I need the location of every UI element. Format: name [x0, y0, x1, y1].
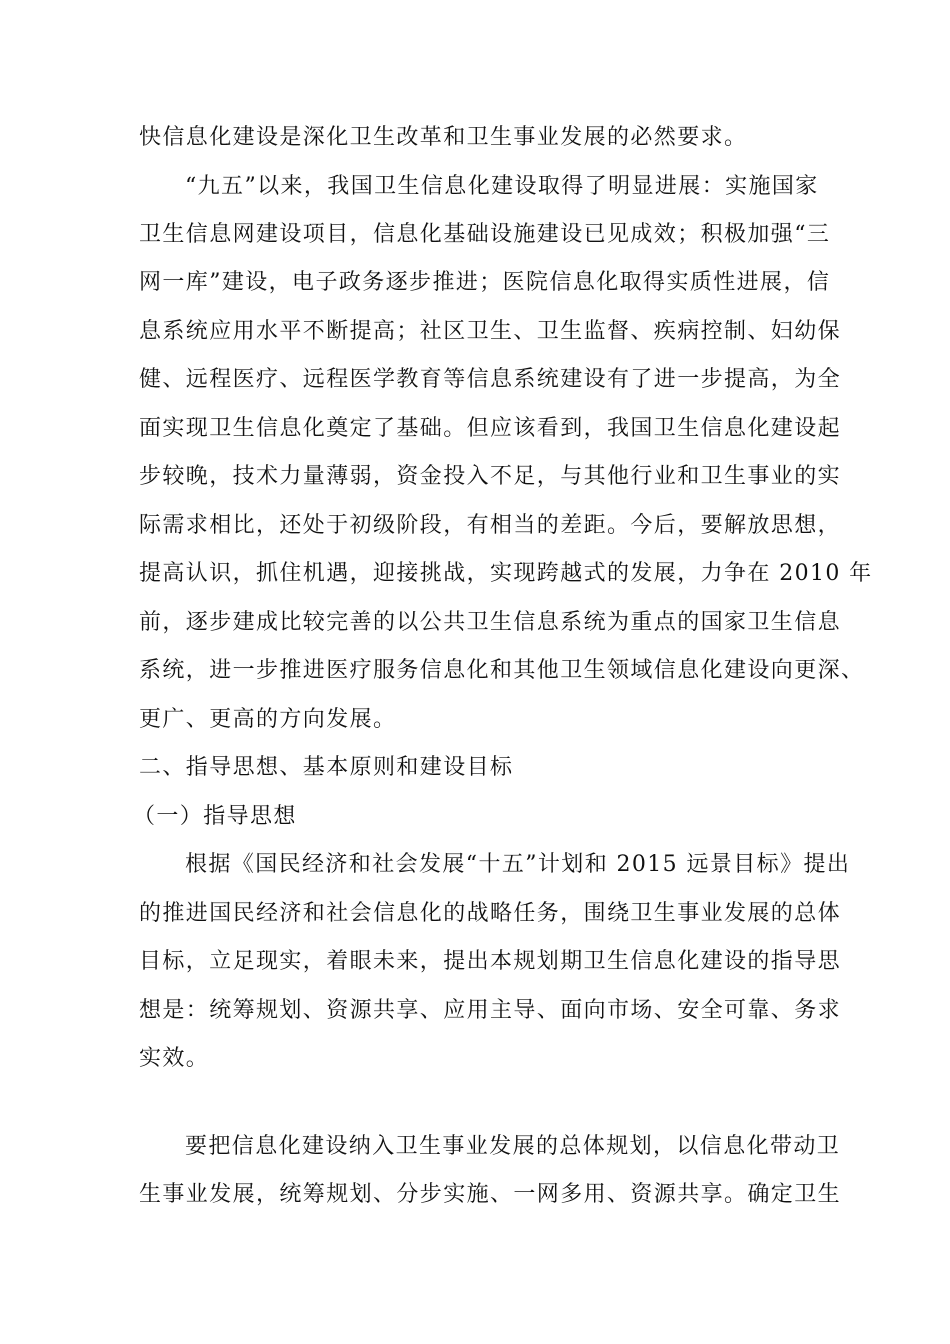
paragraph-start-line: “九五”以来，我国卫生信息化建设取得了明显进展：实施国家	[185, 174, 819, 199]
text-line: 息系统应用水平不断提高；社区卫生、卫生监督、疾病控制、妇幼保	[139, 319, 842, 344]
text-line: 快信息化建设是深化卫生改革和卫生事业发展的必然要求。	[139, 125, 748, 150]
text-line: 的推进国民经济和社会信息化的战略任务，围绕卫生事业发展的总体	[139, 901, 842, 926]
text-line: 健、远程医疗、远程医学教育等信息系统建设有了进一步提高，为全	[139, 367, 842, 392]
text-line: 网一库”建设，电子政务逐步推进；医院信息化取得实质性进展，信	[139, 270, 831, 295]
text-line: 更广、更高的方向发展。	[139, 707, 397, 732]
text-line: 面实现卫生信息化奠定了基础。但应该看到，我国卫生信息化建设起	[139, 416, 842, 441]
text-line: 目标，立足现实，着眼未来，提出本规划期卫生信息化建设的指导思	[139, 949, 842, 974]
text-line: 提高认识，抓住机遇，迎接挑战，实现跨越式的发展，力争在 2010 年	[139, 561, 873, 586]
paragraph-start-line: 根据《国民经济和社会发展“十五”计划和 2015 远景目标》提出	[185, 852, 851, 877]
section-heading: 二、指导思想、基本原则和建设目标	[139, 755, 514, 780]
text-line: 步较晚，技术力量薄弱，资金投入不足，与其他行业和卫生事业的实	[139, 464, 842, 489]
text-line: 系统，进一步推进医疗服务信息化和其他卫生领域信息化建设向更深、	[139, 658, 865, 683]
text-line: 卫生信息网建设项目，信息化基础设施建设已见成效；积极加强“三	[139, 222, 831, 247]
subsection-heading: （一）指导思想	[133, 804, 297, 829]
paragraph-start-line: 要把信息化建设纳入卫生事业发展的总体规划，以信息化带动卫	[185, 1134, 841, 1159]
text-line: 实效。	[139, 1046, 210, 1071]
text-line: 生事业发展，统筹规划、分步实施、一网多用、资源共享。确定卫生	[139, 1182, 842, 1207]
text-line: 想是：统筹规划、资源共享、应用主导、面向市场、安全可靠、务求	[139, 998, 842, 1023]
text-line: 前，逐步建成比较完善的以公共卫生信息系统为重点的国家卫生信息	[139, 610, 842, 635]
text-line: 际需求相比，还处于初级阶段，有相当的差距。今后，要解放思想，	[139, 513, 842, 538]
